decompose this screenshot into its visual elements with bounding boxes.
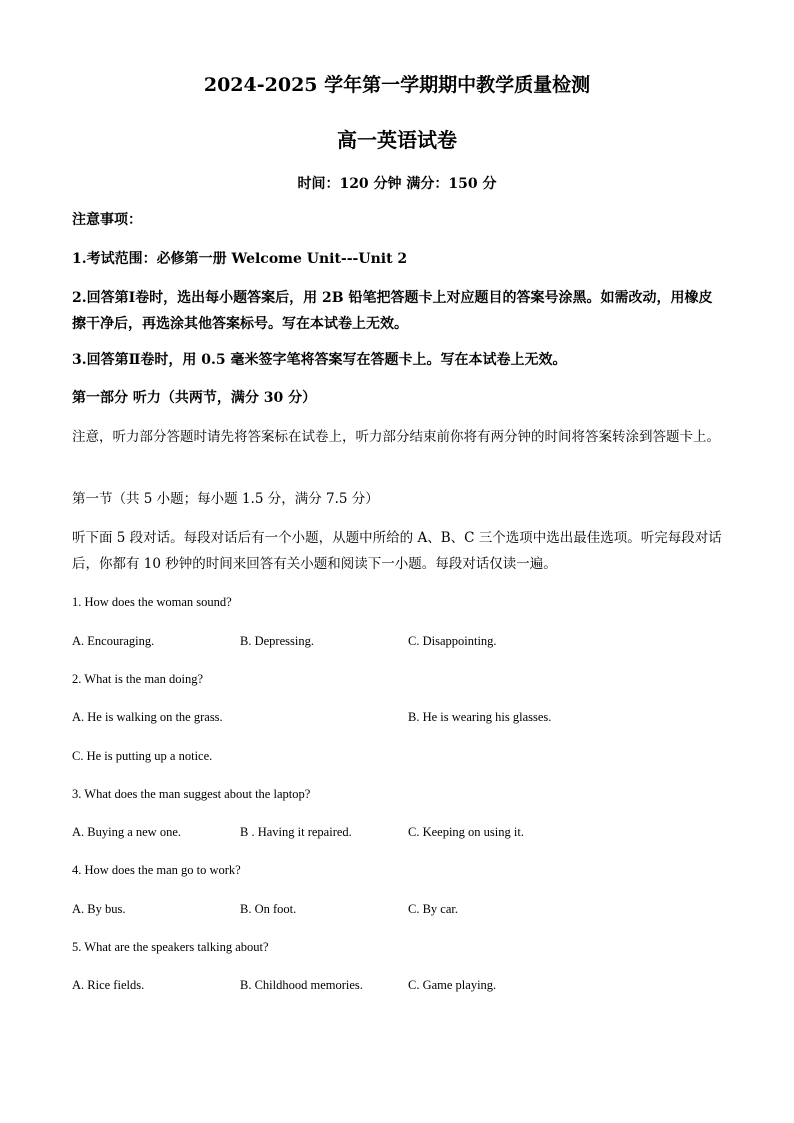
q2-option-a: A. He is walking on the grass. xyxy=(72,710,223,724)
question-3: 3. What does the man suggest about the laptop? xyxy=(72,787,311,801)
note-item-2: 2.回答第Ⅰ卷时，选出每小题答案后，用 2B 铅笔把答题卡上对应题目的答案号涂黑。如需改动，用橡皮擦干净后，再选涂其他答案标号。写在本试卷上无效。 xyxy=(72,290,713,332)
q4-option-c: C. By car. xyxy=(408,902,458,916)
note-item-3: 3.回答第Ⅱ卷时，用 0.5 毫米签字笔将答案写在答题卡上。写在本试卷上无效。 xyxy=(72,352,567,368)
q5-option-b: B. Childhood memories. xyxy=(240,978,363,992)
q5-option-a: A. Rice fields. xyxy=(72,978,145,992)
q3-option-c: C. Keeping on using it. xyxy=(408,825,524,839)
notes-heading: 注意事项： xyxy=(72,212,142,228)
q2-option-c: C. He is putting up a notice. xyxy=(72,749,213,763)
question-1: 1. How does the woman sound? xyxy=(72,595,232,609)
q3-option-b: B . Having it repaired. xyxy=(240,825,352,839)
q5-option-c: C. Game playing. xyxy=(408,978,497,992)
section1-heading: 第一节（共 5 小题；每小题 1.5 分，满分 7.5 分） xyxy=(72,491,379,507)
subject-title: 高一英语试卷 xyxy=(337,128,457,152)
q4-option-a: A. By bus. xyxy=(72,902,126,916)
exam-title: 2024-2025 学年第一学期期中教学质量检测 xyxy=(203,74,591,96)
q4-option-b: B. On foot. xyxy=(240,902,297,916)
q1-option-a: A. Encouraging. xyxy=(72,634,155,648)
q2-option-b: B. He is wearing his glasses. xyxy=(408,710,552,724)
time-info: 时间：120 分钟 满分：150 分 xyxy=(297,176,497,192)
part1-instruction: 注意，听力部分答题时请先将答案标在试卷上，听力部分结束前你将有两分钟的时间将答案转涂到答题卡上。 xyxy=(72,429,720,445)
question-4: 4. How does the man go to work? xyxy=(72,863,241,877)
q1-option-b: B. Depressing. xyxy=(240,634,314,648)
section1-instruction: 听下面 5 段对话。每段对话后有一个小题，从题中所给的 A、B、C 三个选项中选出最佳选项。听完每段对话后，你都有 10 秒钟的时间来回答有关小题和阅读下一小题。每段对话仅读一遍。 xyxy=(72,530,722,572)
note-item-1: 1.考试范围：必修第一册 Welcome Unit---Unit 2 xyxy=(72,251,408,267)
q1-option-c: C. Disappointing. xyxy=(408,634,497,648)
question-5: 5. What are the speakers talking about? xyxy=(72,940,269,954)
question-2: 2. What is the man doing? xyxy=(72,672,203,686)
part1-heading: 第一部分 听力（共两节，满分 30 分） xyxy=(72,390,317,406)
q3-option-a: A. Buying a new one. xyxy=(72,825,182,839)
